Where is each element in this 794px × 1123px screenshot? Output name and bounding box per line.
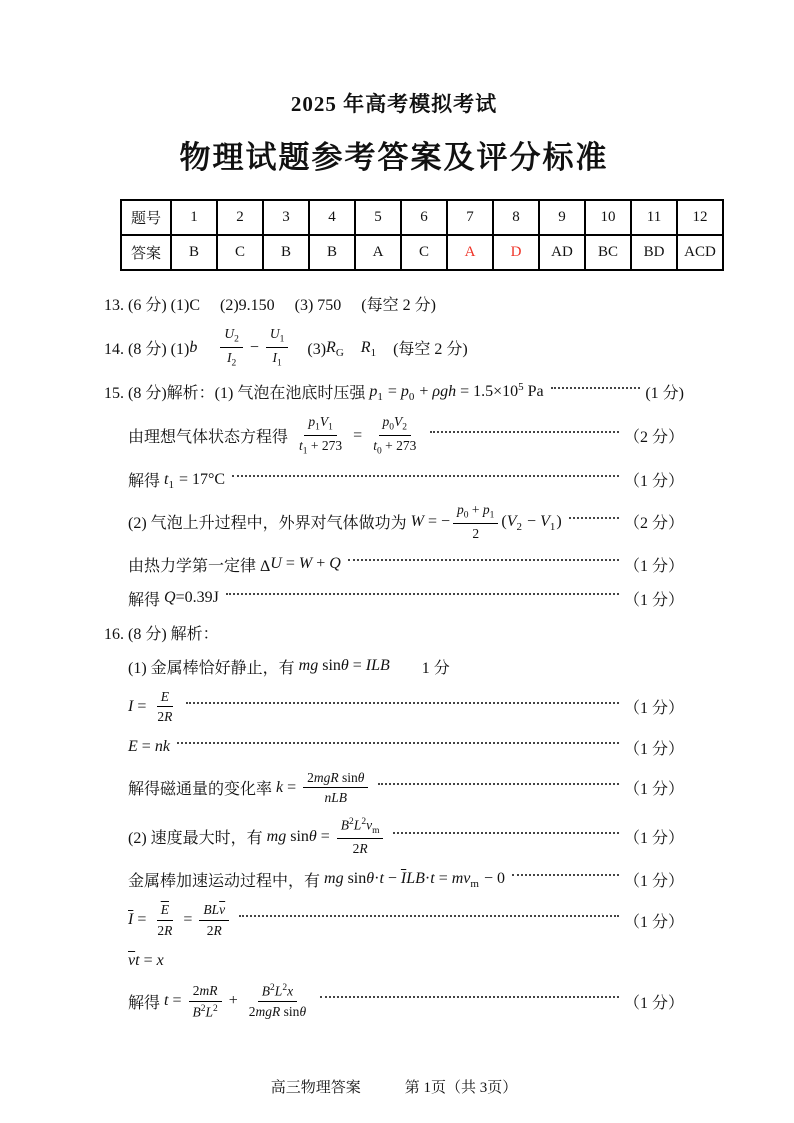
line-content bbox=[104, 621, 219, 644]
answer-cell: B bbox=[171, 235, 217, 270]
math-variable: nk bbox=[154, 738, 170, 756]
text-run: 解得 bbox=[128, 473, 165, 491]
math-variable: E bbox=[128, 738, 138, 756]
fraction-denominator bbox=[153, 921, 176, 940]
text-run: − bbox=[245, 338, 263, 356]
fraction-denominator bbox=[369, 436, 420, 458]
text-run: = bbox=[139, 951, 157, 969]
text-run: · bbox=[374, 870, 380, 888]
math-variable: t bbox=[164, 470, 169, 488]
score-label: （1 分） bbox=[623, 740, 684, 758]
text-run: = − bbox=[424, 512, 451, 530]
text-run: = 1.5×10 bbox=[456, 382, 519, 400]
line-q14 bbox=[104, 325, 684, 370]
question-number-cell: 4 bbox=[309, 200, 355, 235]
math-subscript: m bbox=[470, 878, 479, 891]
line-content bbox=[104, 380, 544, 403]
math-superscript: 2 bbox=[270, 983, 275, 994]
line-content bbox=[128, 553, 341, 576]
math-variable: L bbox=[205, 1004, 214, 1020]
text-run: 2 bbox=[157, 922, 165, 938]
math-subscript: 2 bbox=[234, 334, 239, 345]
math-variable: V bbox=[319, 414, 329, 430]
line-q15-q bbox=[128, 586, 684, 611]
math-subscript: 0 bbox=[376, 446, 382, 457]
text-run: 16. (8 分) 解析： bbox=[104, 625, 219, 643]
text-run: (3) bbox=[291, 341, 327, 359]
score-label: （2 分） bbox=[623, 515, 684, 533]
text-run: = bbox=[434, 870, 452, 888]
score-label: （1 分） bbox=[623, 872, 684, 890]
text-run: 2 bbox=[472, 526, 480, 542]
math-superscript: 2 bbox=[361, 816, 367, 827]
math-fraction bbox=[369, 413, 420, 458]
line-content bbox=[128, 738, 170, 756]
dot-leader bbox=[512, 874, 619, 876]
answer-cell: C bbox=[217, 235, 263, 270]
text-run: · bbox=[424, 870, 431, 888]
question-number-cell: 10 bbox=[585, 200, 631, 235]
answer-cell: A bbox=[355, 235, 401, 270]
line-q16-avg-current bbox=[128, 901, 684, 939]
question-number-row bbox=[121, 200, 723, 235]
text-run: sin bbox=[280, 1004, 300, 1020]
math-variable: V bbox=[540, 512, 550, 530]
answer-cell: BC bbox=[585, 235, 631, 270]
math-subscript: 1 bbox=[377, 390, 383, 403]
text-run: 1 分 bbox=[389, 659, 450, 677]
text-run: 2 bbox=[352, 841, 360, 857]
line-q13 bbox=[104, 291, 684, 316]
fraction-numerator bbox=[189, 982, 222, 1002]
question-number-cell: 9 bbox=[539, 200, 585, 235]
score-label: （1 分） bbox=[623, 557, 684, 575]
text-run: 解得 bbox=[128, 994, 165, 1012]
fraction-numerator bbox=[258, 982, 297, 1002]
math-variable: θ bbox=[308, 827, 317, 845]
footer-page-number: 第 1页（共 3页） bbox=[404, 1080, 518, 1096]
line-q16-emf bbox=[128, 735, 684, 760]
math-variable: p bbox=[457, 502, 464, 518]
math-bar-variable: $\overline{I}$ bbox=[400, 870, 407, 888]
math-variable: p bbox=[369, 382, 378, 400]
math-variable: mgR bbox=[313, 769, 339, 785]
fraction-numerator bbox=[157, 901, 173, 921]
line-q15-work bbox=[128, 501, 684, 543]
math-fraction bbox=[245, 982, 310, 1021]
fraction-numerator bbox=[304, 413, 337, 436]
document-title: 物理试题参考答案及评分标准 bbox=[179, 140, 609, 175]
text-run: ) bbox=[556, 512, 562, 530]
fraction-numerator bbox=[453, 501, 498, 524]
math-variable: I bbox=[272, 350, 277, 366]
math-subscript: 1 bbox=[549, 520, 556, 533]
question-number-cell: 6 bbox=[401, 200, 447, 235]
line-content bbox=[128, 413, 423, 458]
math-variable: x bbox=[287, 983, 294, 999]
math-variable: mg bbox=[266, 827, 287, 845]
fraction-denominator bbox=[153, 707, 176, 726]
math-variable: E bbox=[160, 688, 169, 704]
math-variable: V bbox=[506, 512, 517, 530]
text-run: sin bbox=[286, 827, 309, 845]
text-run: 解得磁通量的变化率 bbox=[128, 781, 277, 799]
math-subscript: 1 bbox=[370, 346, 377, 359]
math-variable: mgR bbox=[255, 1004, 281, 1020]
math-variable: p bbox=[482, 502, 490, 518]
score-label: （1 分） bbox=[623, 591, 684, 609]
math-variable: U bbox=[270, 555, 282, 573]
math-variable: mv bbox=[451, 870, 471, 888]
text-run: + bbox=[415, 382, 433, 400]
math-variable: R bbox=[164, 709, 173, 725]
math-superscript: 5 bbox=[518, 380, 524, 393]
footer-document-label: 高三物理答案 bbox=[270, 1080, 361, 1096]
text-run: sin bbox=[318, 657, 341, 675]
math-variable: p bbox=[308, 414, 316, 430]
math-bar-variable: $\overline{v}$ bbox=[219, 901, 226, 917]
math-bar-variable: $\overline{I}$ bbox=[128, 911, 134, 929]
solution-lines bbox=[104, 291, 684, 1030]
text-run: + bbox=[468, 502, 483, 518]
score-label: （1 分） bbox=[623, 830, 684, 848]
text-run: − bbox=[383, 870, 401, 888]
line-q16-time bbox=[128, 982, 684, 1021]
line-content bbox=[128, 769, 371, 807]
math-variable: mg bbox=[324, 870, 344, 888]
line-q16-displacement bbox=[128, 948, 684, 973]
answer-table bbox=[120, 199, 724, 271]
fraction-denominator bbox=[468, 524, 483, 543]
score-label: （1 分） bbox=[623, 913, 684, 931]
fraction-numerator bbox=[303, 769, 368, 789]
text-run: + 273 bbox=[381, 438, 417, 454]
line-content bbox=[128, 982, 313, 1021]
text-run bbox=[197, 336, 217, 359]
fraction-denominator bbox=[189, 1002, 222, 1021]
text-run: = bbox=[133, 697, 151, 715]
score-label: （2 分） bbox=[623, 429, 684, 447]
math-fraction bbox=[266, 325, 289, 370]
math-variable: ILB bbox=[365, 657, 390, 675]
math-fraction bbox=[295, 413, 346, 458]
score-label: (1 分) bbox=[645, 385, 684, 403]
line-content bbox=[104, 292, 436, 315]
math-variable: U bbox=[224, 326, 235, 341]
score-label: （1 分） bbox=[623, 700, 684, 718]
dot-leader bbox=[430, 431, 619, 433]
math-fraction bbox=[337, 816, 384, 858]
math-variable: v bbox=[366, 817, 373, 833]
text-run: 解得 bbox=[128, 591, 165, 609]
question-number-cell: 12 bbox=[677, 200, 723, 235]
line-content bbox=[128, 868, 505, 891]
math-variable: R bbox=[213, 922, 222, 938]
math-subscript: 2 bbox=[231, 358, 237, 369]
math-variable: L bbox=[353, 817, 362, 833]
dot-leader bbox=[239, 915, 619, 917]
math-subscript: 0 bbox=[463, 510, 469, 521]
answer-cell: AD bbox=[539, 235, 585, 270]
math-variable: θ bbox=[299, 1004, 307, 1020]
fraction-denominator bbox=[203, 921, 226, 940]
line-q16-flux-rate bbox=[128, 769, 684, 807]
text-run: sin bbox=[338, 769, 358, 785]
line-q16-impulse bbox=[128, 867, 684, 892]
text-run: (1) 金属棒恰好静止，有 bbox=[128, 659, 299, 677]
text-run: Pa bbox=[523, 382, 544, 400]
text-run: 2 bbox=[307, 769, 314, 785]
text-run: = bbox=[281, 555, 299, 573]
text-run: = bbox=[137, 738, 155, 756]
answer-cell: ACD bbox=[677, 235, 723, 270]
fraction-denominator bbox=[223, 348, 240, 370]
math-variable: R bbox=[164, 922, 173, 938]
fraction-denominator bbox=[269, 348, 286, 370]
text-run: 2 bbox=[192, 983, 200, 999]
text-run: = bbox=[383, 382, 401, 400]
math-variable: θ bbox=[366, 870, 375, 888]
question-number-cell: 3 bbox=[263, 200, 309, 235]
math-fraction bbox=[303, 769, 368, 807]
dot-leader bbox=[348, 559, 619, 561]
math-subscript: 2 bbox=[516, 520, 523, 533]
math-subscript: 0 bbox=[408, 390, 415, 403]
math-variable: B bbox=[340, 817, 350, 833]
math-variable: θ bbox=[357, 769, 365, 785]
text-run: + bbox=[312, 555, 330, 573]
text-run: = bbox=[179, 911, 197, 929]
math-variable: p bbox=[382, 414, 390, 430]
line-q15-pressure bbox=[104, 379, 684, 404]
text-run: 2 bbox=[157, 709, 165, 725]
answer-cell: A bbox=[447, 235, 493, 270]
score-label: （1 分） bbox=[623, 994, 684, 1012]
math-variable: W bbox=[298, 555, 313, 573]
text-run: (2) 速度最大时，有 bbox=[128, 830, 267, 848]
math-bar-variable: $\overline{v}$ bbox=[128, 951, 136, 969]
text-run: 由理想气体状态方程得 bbox=[128, 429, 293, 447]
line-q16-max-speed bbox=[128, 816, 684, 858]
dot-leader bbox=[320, 996, 619, 998]
text-run: =0.39J bbox=[175, 589, 219, 607]
question-number-cell: 8 bbox=[493, 200, 539, 235]
math-fraction bbox=[220, 325, 243, 370]
text-run: 14. (8 分) (1) bbox=[104, 341, 190, 359]
math-variable: R bbox=[326, 338, 336, 356]
text-run: = bbox=[349, 426, 367, 444]
fraction-denominator bbox=[349, 839, 372, 858]
dot-leader bbox=[551, 387, 641, 389]
math-superscript: 2 bbox=[349, 816, 354, 827]
line-content bbox=[128, 816, 386, 858]
line-content bbox=[128, 468, 225, 491]
math-subscript: 2 bbox=[402, 422, 407, 433]
text-run: + 273 bbox=[307, 438, 343, 454]
math-subscript: 1 bbox=[315, 422, 320, 433]
dot-leader bbox=[569, 517, 619, 519]
math-variable: L bbox=[274, 983, 283, 999]
line-q16-static bbox=[128, 654, 684, 679]
math-variable: b bbox=[189, 338, 198, 356]
math-fraction bbox=[153, 688, 176, 726]
math-variable: R bbox=[360, 338, 371, 356]
math-superscript: 2 bbox=[213, 1003, 218, 1014]
dot-leader bbox=[232, 475, 619, 477]
text-run: = bbox=[168, 992, 186, 1010]
text-run: 13. (6 分) (1)C (2)9.150 (3) 750 (每空 2 分) bbox=[104, 297, 436, 314]
math-variable: R bbox=[359, 841, 368, 857]
text-run: = bbox=[283, 778, 301, 796]
math-variable: mR bbox=[199, 983, 218, 999]
math-subscript: 1 bbox=[328, 422, 333, 433]
math-variable: mg bbox=[298, 657, 319, 675]
text-run: = 17°C bbox=[174, 470, 226, 488]
math-variable: I bbox=[128, 697, 134, 715]
math-superscript: 2 bbox=[282, 983, 288, 994]
dot-leader bbox=[378, 783, 619, 785]
line-content bbox=[104, 325, 468, 370]
math-variable: W bbox=[410, 512, 424, 530]
dot-leader bbox=[186, 702, 619, 704]
text-run: = bbox=[316, 827, 334, 845]
text-run bbox=[345, 336, 361, 359]
math-subscript: 1 bbox=[302, 446, 308, 457]
math-subscript: 1 bbox=[279, 334, 285, 345]
math-fraction bbox=[153, 901, 176, 939]
answer-cell: B bbox=[309, 235, 355, 270]
answer-cell: B bbox=[263, 235, 309, 270]
question-number-cell: 1 bbox=[171, 200, 217, 235]
line-content bbox=[128, 655, 450, 678]
answer-cell: C bbox=[401, 235, 447, 270]
fraction-numerator bbox=[220, 325, 243, 348]
line-q16-current bbox=[128, 688, 684, 726]
text-run: sin bbox=[343, 870, 367, 888]
math-variable: t bbox=[135, 951, 140, 969]
math-subscript: 1 bbox=[168, 478, 174, 491]
math-variable: p bbox=[400, 382, 409, 400]
line-content bbox=[128, 952, 164, 970]
fraction-denominator bbox=[245, 1002, 310, 1021]
math-subscript: 1 bbox=[489, 510, 495, 521]
text-run: − 0 bbox=[479, 870, 505, 888]
line-content bbox=[128, 501, 562, 543]
math-fraction bbox=[189, 982, 222, 1021]
score-label: （1 分） bbox=[623, 473, 684, 491]
question-number-cell: 2 bbox=[217, 200, 263, 235]
math-variable: k bbox=[276, 778, 284, 796]
line-content bbox=[128, 688, 179, 726]
answer-cell: BD bbox=[631, 235, 677, 270]
fraction-numerator bbox=[199, 901, 229, 921]
math-variable: t bbox=[379, 870, 384, 888]
question-number-cell: 5 bbox=[355, 200, 401, 235]
math-variable: t bbox=[164, 992, 169, 1010]
fraction-numerator bbox=[379, 413, 412, 436]
text-run: = bbox=[348, 657, 366, 675]
text-run: 由热力学第一定律 Δ bbox=[128, 557, 271, 575]
text-run: 2 bbox=[248, 1004, 256, 1020]
exam-title: 2025 年高考模拟考试 bbox=[290, 92, 498, 116]
line-q15-first-law bbox=[128, 552, 684, 577]
fraction-numerator bbox=[266, 325, 289, 348]
line-q15-gas-law bbox=[128, 413, 684, 458]
question-number-cell: 11 bbox=[631, 200, 677, 235]
text-run: ( bbox=[501, 512, 507, 530]
math-variable: LB bbox=[406, 870, 425, 888]
math-variable: B bbox=[261, 983, 271, 999]
text-run: 金属棒加速运动过程中，有 bbox=[128, 872, 325, 890]
text-run: 15. (8 分)解析：(1) 气泡在池底时压强 bbox=[104, 385, 370, 403]
math-variable: x bbox=[156, 951, 164, 969]
math-subscript: m bbox=[372, 826, 380, 837]
text-run: + bbox=[224, 992, 242, 1010]
fraction-denominator bbox=[321, 788, 352, 807]
line-content bbox=[128, 901, 232, 939]
math-variable: I bbox=[226, 350, 232, 366]
text-run: = bbox=[133, 911, 151, 929]
math-variable: B bbox=[192, 1004, 201, 1020]
math-variable: nLB bbox=[324, 790, 348, 806]
text-run: − bbox=[523, 512, 541, 530]
page-footer bbox=[104, 1076, 684, 1097]
math-variable: Q bbox=[164, 589, 176, 607]
math-variable: t bbox=[430, 870, 435, 888]
math-bar-variable: $\overline{E}$ bbox=[160, 901, 169, 917]
dot-leader bbox=[226, 593, 619, 595]
math-variable: θ bbox=[340, 657, 349, 675]
math-subscript: G bbox=[335, 346, 344, 359]
math-variable: t bbox=[299, 438, 303, 454]
text-run: (每空 2 分) bbox=[377, 341, 468, 359]
question-number-header: 题号 bbox=[121, 200, 171, 235]
fraction-numerator bbox=[337, 816, 384, 840]
math-fraction bbox=[453, 501, 498, 543]
text-run: (2) 气泡上升过程中，外界对气体做功为 bbox=[128, 515, 411, 533]
dot-leader bbox=[393, 832, 619, 834]
math-subscript: 1 bbox=[277, 358, 282, 369]
math-variable: t bbox=[373, 438, 377, 454]
answer-header: 答案 bbox=[121, 235, 171, 270]
math-variable: ρgh bbox=[432, 382, 457, 400]
score-label: （1 分） bbox=[623, 781, 684, 799]
line-q16-header bbox=[104, 620, 684, 645]
fraction-numerator bbox=[157, 688, 173, 708]
math-variable: V bbox=[394, 414, 403, 430]
math-superscript: 2 bbox=[200, 1003, 206, 1014]
fraction-denominator bbox=[295, 436, 346, 458]
dot-leader bbox=[177, 742, 619, 744]
answer-cell: D bbox=[493, 235, 539, 270]
line-content bbox=[128, 587, 219, 610]
line-q15-t1 bbox=[128, 467, 684, 492]
question-number-cell: 7 bbox=[447, 200, 493, 235]
math-variable: BL bbox=[203, 901, 220, 917]
math-fraction bbox=[199, 901, 229, 939]
text-run: 2 bbox=[206, 922, 214, 938]
math-variable: Q bbox=[329, 555, 341, 573]
math-variable: U bbox=[269, 326, 280, 341]
math-subscript: 0 bbox=[389, 422, 394, 433]
answer-row bbox=[121, 235, 723, 270]
